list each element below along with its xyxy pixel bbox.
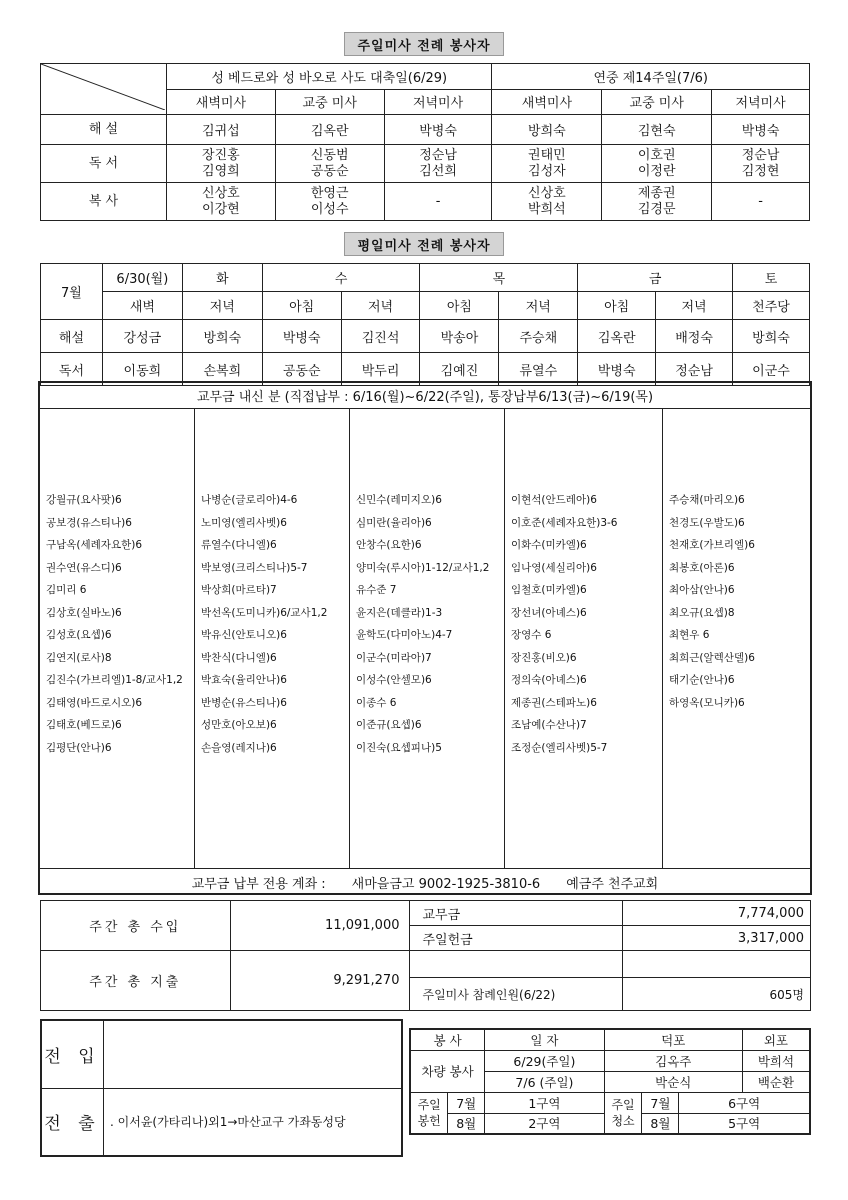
account-holder: 예금주 천주교회 bbox=[566, 876, 659, 892]
mass-time-header: 저녁미사 bbox=[712, 89, 810, 115]
dues-entry: 노미영(엘리사벳)6 bbox=[201, 516, 287, 529]
service-header: 봉 사 bbox=[410, 1029, 485, 1050]
cell: 권태민 김성자 bbox=[492, 145, 602, 183]
cell: 장진홍 김영희 bbox=[166, 145, 275, 183]
cell: 김진석 bbox=[341, 320, 420, 353]
dues-entry: 윤지은(데클라)1-3 bbox=[356, 606, 443, 619]
dues-entry: 반병순(유스티나)6 bbox=[201, 696, 287, 709]
dues-box bbox=[38, 381, 812, 895]
income-label: 주간 총 수입 bbox=[41, 901, 231, 951]
dues-entry: 김태영(바드로시오)6 bbox=[46, 696, 143, 709]
dues-entry: 안창수(요한)6 bbox=[356, 539, 422, 551]
dues-column bbox=[505, 409, 663, 868]
dues-column bbox=[40, 409, 195, 868]
cleaning-label: 주일 청소 bbox=[604, 1092, 642, 1134]
empty-cell bbox=[410, 951, 623, 978]
dues-entry: 심미란(율리아)6 bbox=[356, 516, 432, 529]
dues-columns bbox=[40, 409, 810, 869]
dues-entry: 이군수(미라아)7 bbox=[356, 651, 432, 664]
transfer-in-row bbox=[42, 1021, 401, 1088]
dues-entry: 장진홍(비오)6 bbox=[511, 651, 577, 664]
diagonal-header-cell bbox=[41, 64, 167, 115]
cell: 공동순 bbox=[262, 353, 341, 386]
day-header: 금 bbox=[578, 264, 733, 292]
dues-entry: 이준규(요셉)6 bbox=[356, 719, 422, 731]
dues-entry: 장선녀(아녜스)6 bbox=[511, 606, 587, 619]
day-header: 6/30(월) bbox=[102, 264, 182, 292]
dues-entry: 천재호(가브리엘)6 bbox=[669, 539, 755, 551]
cell: 강성금 bbox=[102, 320, 182, 353]
dues-entry: 신민수(레미지오)6 bbox=[356, 494, 442, 506]
dues-entry: 최봉호(아론)6 bbox=[669, 561, 735, 574]
dues-entry: 최아삼(안나)6 bbox=[669, 584, 735, 596]
cell: 박병숙 bbox=[712, 115, 810, 145]
time-header: 아침 bbox=[262, 292, 341, 320]
dues-entry: 박유신(안토니오)6 bbox=[201, 629, 287, 641]
weekday-mass-table bbox=[40, 263, 810, 386]
month-cell: 7월 bbox=[41, 264, 103, 320]
row-label-reading: 독 서 bbox=[41, 145, 167, 183]
dues-entry: 김성호(요셉)6 bbox=[46, 629, 112, 641]
cell: 박병숙 bbox=[262, 320, 341, 353]
cell: 박병숙 bbox=[384, 115, 492, 145]
dues-entry: 장영수 6 bbox=[511, 629, 552, 641]
transfer-out-row bbox=[42, 1088, 401, 1156]
cell: 류열수 bbox=[499, 353, 578, 386]
dues-entry: 구남옥(세례자요한)6 bbox=[46, 539, 143, 551]
dues-entry: 이종수 6 bbox=[356, 696, 397, 709]
time-header: 저녁 bbox=[656, 292, 733, 320]
dues-entry: 김평단(안나)6 bbox=[46, 741, 112, 754]
diagonal-line-icon bbox=[41, 64, 165, 110]
dues-entry: 태기순(안나)6 bbox=[669, 674, 735, 686]
dukpo-header: 덕포 bbox=[604, 1029, 742, 1050]
vehicle-date: 6/29(주일) bbox=[485, 1050, 604, 1071]
row-label-commentary: 해 설 bbox=[41, 115, 167, 145]
dues-entry: 손을영(레지나)6 bbox=[201, 741, 277, 754]
dues-label: 교무금 bbox=[410, 901, 623, 926]
time-header: 천주당 bbox=[733, 292, 810, 320]
day-header: 토 bbox=[733, 264, 810, 292]
service-table bbox=[409, 1028, 811, 1135]
finance-table bbox=[40, 900, 811, 1011]
dues-entry: 이진숙(요셉피나)5 bbox=[356, 741, 442, 754]
mass-time-header: 교중 미사 bbox=[602, 89, 712, 115]
cell: 정순남 김선희 bbox=[384, 145, 492, 183]
offering-month: 8월 bbox=[448, 1113, 485, 1134]
transfer-out-label: 전 출 bbox=[42, 1089, 104, 1156]
dues-entry: 나병순(글로리아)4-6 bbox=[201, 494, 298, 506]
sunday-mass-table bbox=[40, 63, 810, 221]
dues-account-footer bbox=[40, 869, 810, 895]
dues-entry: 이호준(세례자요한)3-6 bbox=[511, 516, 618, 529]
dues-entry: 주승채(마리오)6 bbox=[669, 494, 745, 506]
day-header: 수 bbox=[262, 264, 420, 292]
cell: 이군수 bbox=[733, 353, 810, 386]
dues-entry: 김연지(로사)8 bbox=[46, 651, 112, 664]
cell: 이동희 bbox=[102, 353, 182, 386]
cell: 김예진 bbox=[420, 353, 499, 386]
dues-entry: 양미숙(루시아)1-12/교사1,2 bbox=[356, 561, 490, 574]
cell: 박병숙 bbox=[578, 353, 656, 386]
account-label: 교무금 납부 전용 계좌 : bbox=[191, 876, 326, 892]
dues-entry: 김미리 6 bbox=[46, 584, 87, 596]
vehicle-date: 7/6 (주일) bbox=[485, 1071, 604, 1092]
dues-entry: 최현우 6 bbox=[669, 629, 710, 641]
time-header: 저녁 bbox=[182, 292, 262, 320]
cell: 김옥란 bbox=[578, 320, 656, 353]
sunday-section-title: 주일미사 전례 봉사자 bbox=[344, 32, 504, 56]
attendance-label: 주일미사 참례인원(6/22) bbox=[410, 978, 623, 1011]
cell: 방희숙 bbox=[492, 115, 602, 145]
attendance-value: 605명 bbox=[623, 978, 811, 1011]
cell: 손복희 bbox=[182, 353, 262, 386]
dues-entry: 김상호(실바노)6 bbox=[46, 606, 122, 619]
feast-header-1: 성 베드로와 성 바오로 사도 대축일(6/29) bbox=[166, 64, 491, 90]
dues-entry: 공보경(유스티나)6 bbox=[46, 516, 132, 529]
dues-entry: 이현석(안드레아)6 bbox=[511, 494, 597, 506]
dues-entry: 제종권(스테파노)6 bbox=[511, 696, 597, 709]
date-header: 일 자 bbox=[485, 1029, 604, 1050]
dues-value: 7,774,000 bbox=[623, 901, 811, 926]
cleaning-district: 5구역 bbox=[679, 1113, 810, 1134]
offering-district: 1구역 bbox=[485, 1092, 604, 1113]
dues-entry: 류열수(다니엘)6 bbox=[201, 539, 277, 551]
empty-cell bbox=[623, 951, 811, 978]
dues-entry: 임나영(세실리아)6 bbox=[511, 561, 597, 574]
cell: 배정숙 bbox=[656, 320, 733, 353]
vehicle-label: 차량 봉사 bbox=[410, 1050, 485, 1092]
cell: 주승채 bbox=[499, 320, 578, 353]
dues-entry: 권수연(유스디)6 bbox=[46, 561, 122, 574]
dues-entry: 박보영(크리스티나)5-7 bbox=[201, 561, 308, 574]
cell: - bbox=[712, 183, 810, 221]
mass-time-header: 교중 미사 bbox=[275, 89, 384, 115]
mass-time-header: 저녁미사 bbox=[384, 89, 492, 115]
day-header: 화 bbox=[182, 264, 262, 292]
dues-entry: 김태호(베드로)6 bbox=[46, 719, 122, 731]
dues-column bbox=[663, 409, 810, 868]
cash-label: 주일헌금 bbox=[410, 926, 623, 951]
mass-time-header: 새벽미사 bbox=[166, 89, 275, 115]
dues-entry: 정의숙(아녜스)6 bbox=[511, 674, 587, 686]
vehicle-dukpo: 박순식 bbox=[604, 1071, 742, 1092]
vehicle-oepo: 백순환 bbox=[742, 1071, 810, 1092]
cleaning-district: 6구역 bbox=[679, 1092, 810, 1113]
time-header: 아침 bbox=[420, 292, 499, 320]
transfer-out-value: . 이서윤(가타리나)외1→마산교구 가좌동성당 bbox=[110, 1115, 346, 1130]
dues-entry: 김진수(가브리엘)1-8/교사1,2 bbox=[46, 674, 183, 686]
mass-time-header: 새벽미사 bbox=[492, 89, 602, 115]
cell: 이호권 이정란 bbox=[602, 145, 712, 183]
vehicle-dukpo: 김옥주 bbox=[604, 1050, 742, 1071]
dues-entry: 하영옥(모니카)6 bbox=[669, 696, 745, 709]
cell: 김옥란 bbox=[275, 115, 384, 145]
dues-entry: 윤학도(다미아노)4-7 bbox=[356, 629, 453, 641]
row-label-commentary: 해설 bbox=[41, 320, 103, 353]
transfer-in-label: 전 입 bbox=[42, 1021, 104, 1088]
cleaning-month: 8월 bbox=[642, 1113, 679, 1134]
cell: 정순남 bbox=[656, 353, 733, 386]
offering-district: 2구역 bbox=[485, 1113, 604, 1134]
dues-entry: 강월규(요사팟)6 bbox=[46, 494, 122, 506]
dues-column bbox=[195, 409, 350, 868]
dues-entry: 최희근(알렉산델)6 bbox=[669, 651, 755, 664]
dues-column bbox=[350, 409, 505, 868]
dues-entry: 박상희(마르타)7 bbox=[201, 584, 277, 596]
dues-entry: 박찬식(다니엘)6 bbox=[201, 651, 277, 664]
row-label-altar-server: 복 사 bbox=[41, 183, 167, 221]
time-header: 새벽 bbox=[102, 292, 182, 320]
dues-header: 교무금 내신 분 (직접납부 : 6/16(월)~6/22(주일), 통장납부6/13(금)~6/19(목) bbox=[40, 383, 810, 409]
expense-label: 주간 총 지출 bbox=[41, 951, 231, 1011]
cell: 방희숙 bbox=[182, 320, 262, 353]
offering-label: 주일 봉헌 bbox=[410, 1092, 448, 1134]
offering-month: 7월 bbox=[448, 1092, 485, 1113]
cell: 방희숙 bbox=[733, 320, 810, 353]
time-header: 아침 bbox=[578, 292, 656, 320]
account-number: 새마을금고 9002-1925-3810-6 bbox=[351, 876, 541, 892]
dues-entry: 이성수(안셀모)6 bbox=[356, 674, 432, 686]
dues-entry: 박효숙(율리안나)6 bbox=[201, 674, 287, 686]
cell: 박송아 bbox=[420, 320, 499, 353]
cell: 한영근 이성수 bbox=[275, 183, 384, 221]
income-value: 11,091,000 bbox=[230, 901, 410, 951]
dues-entry: 조남예(수산나)7 bbox=[511, 719, 587, 731]
cleaning-month: 7월 bbox=[642, 1092, 679, 1113]
time-header: 저녁 bbox=[341, 292, 420, 320]
transfer-box bbox=[40, 1019, 403, 1157]
cell: 김귀섭 bbox=[166, 115, 275, 145]
dues-entry: 박선옥(도미니카)6/교사1,2 bbox=[201, 606, 328, 619]
cash-value: 3,317,000 bbox=[623, 926, 811, 951]
day-header: 목 bbox=[420, 264, 578, 292]
cell: 신상호 박희석 bbox=[492, 183, 602, 221]
dues-entry: 유수준 7 bbox=[356, 584, 397, 596]
dues-entry: 성만호(아오보)6 bbox=[201, 719, 277, 731]
dues-entry: 조정순(엘리사벳)5-7 bbox=[511, 741, 608, 754]
cell: 김현숙 bbox=[602, 115, 712, 145]
dues-entry: 천경도(우발도)6 bbox=[669, 516, 745, 529]
vehicle-oepo: 박희석 bbox=[742, 1050, 810, 1071]
dues-entry: 이화수(미카엘)6 bbox=[511, 539, 587, 551]
dues-entry: 임철호(미카엘)6 bbox=[511, 584, 587, 596]
transfer-in-value bbox=[104, 1021, 401, 1088]
feast-header-2: 연중 제14주일(7/6) bbox=[492, 64, 810, 90]
cell: 신상호 이강현 bbox=[166, 183, 275, 221]
oepo-header: 외포 bbox=[742, 1029, 810, 1050]
cell: 정순남 김정현 bbox=[712, 145, 810, 183]
cell: 제종권 김경문 bbox=[602, 183, 712, 221]
cell: 박두리 bbox=[341, 353, 420, 386]
cell: 신동범 공동순 bbox=[275, 145, 384, 183]
weekday-section-title: 평일미사 전례 봉사자 bbox=[344, 232, 504, 256]
dues-entry: 최오규(요셉)8 bbox=[669, 606, 735, 619]
cell: - bbox=[384, 183, 492, 221]
time-header: 저녁 bbox=[499, 292, 578, 320]
expense-value: 9,291,270 bbox=[230, 951, 410, 1011]
row-label-reading: 독서 bbox=[41, 353, 103, 386]
